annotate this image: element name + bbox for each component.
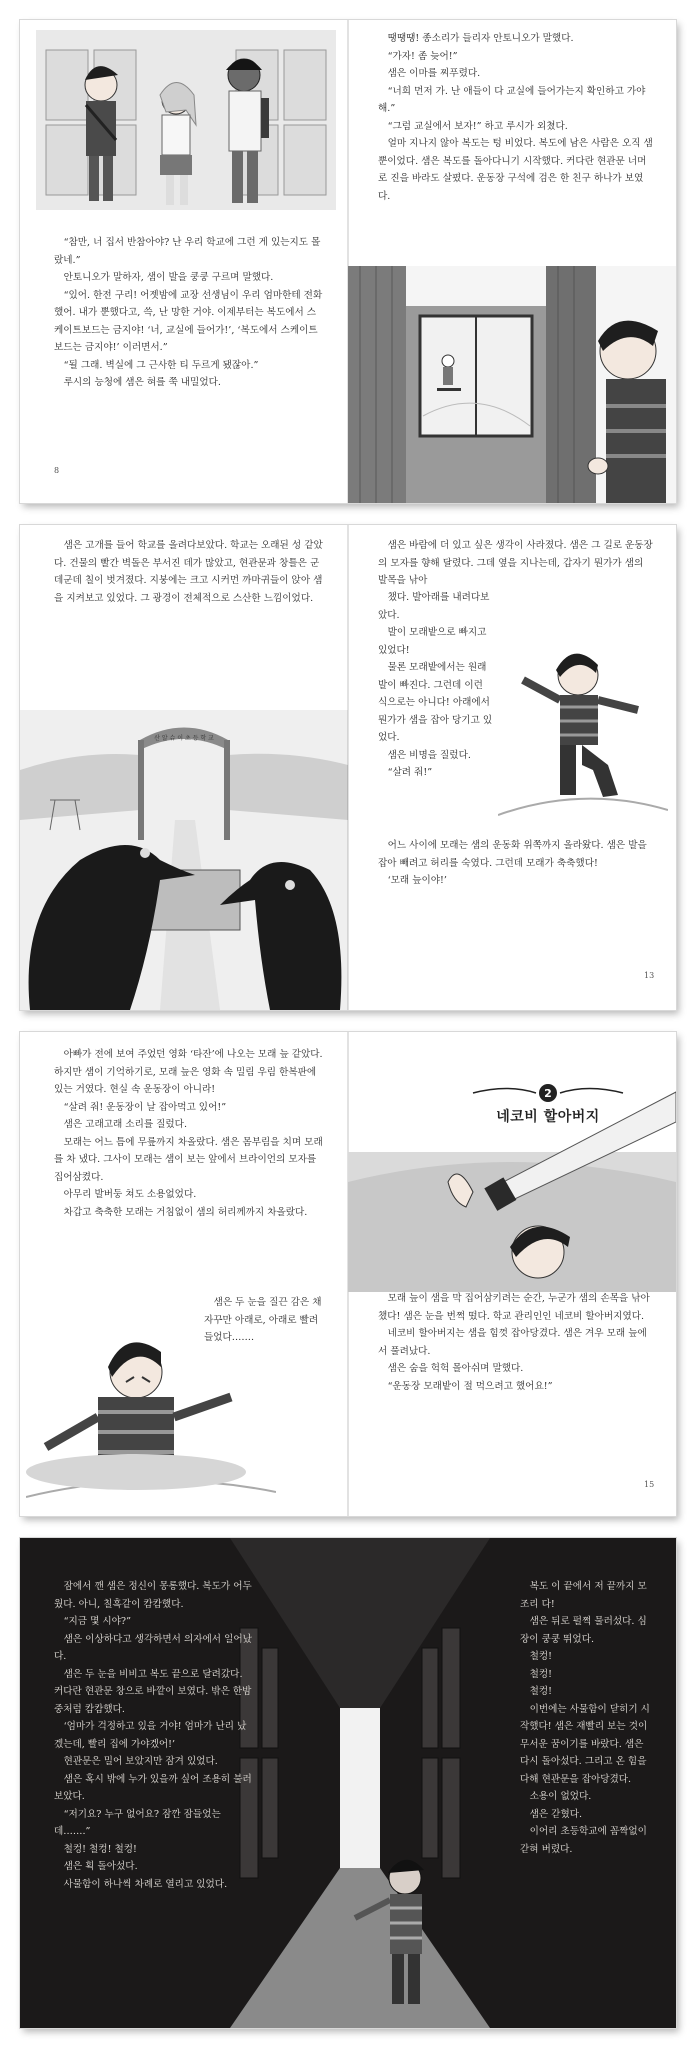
illustration-sam-sinking	[498, 625, 668, 825]
paragraph: 아무리 발버둥 쳐도 소용없었다.	[63, 1189, 197, 1200]
page-16-text	[54, 1578, 254, 1893]
paragraph: 어느 사이에 모래는 샘의 운동화 위쪽까지 올라왔다. 샘은 발을 잡아 빼려고 허리를 숙였다. 그런데 모래가 축축했다!	[378, 840, 647, 869]
page-13-text-bottom	[378, 837, 654, 890]
paragraph: 네코비 할아버지는 샘을 힘껏 잡아당겼다. 샘은 겨우 모래 늪에서 풀려났다.	[378, 1328, 647, 1357]
paragraph: “살려 줘!”	[387, 767, 433, 778]
paragraph: ‘엄마가 걱정하고 있을 거야! 엄마가 난리 났겠는데, 빨리 집에 가야겠어!’	[54, 1721, 247, 1750]
paragraph: 철컹!	[529, 1651, 552, 1662]
page-number: 15	[644, 1480, 655, 1489]
paragraph: 철컹!	[529, 1686, 552, 1697]
illustration-grandpa-rescue	[348, 1032, 676, 1292]
paragraph: “운동장 모래밭이 절 먹으려고 했어요!”	[387, 1380, 553, 1392]
paragraph: 철컹! 철컹! 철컹!	[63, 1843, 137, 1855]
paragraph: 모래는 어느 틈에 무릎까지 차올랐다. 샘은 몸부림을 치며 모래를 차 냈다. 그사이 모래는 샘이 보는 앞에서 브라이언의 모자를 집어삼켰다.	[54, 1136, 323, 1183]
paragraph: 챘다. 발아래를 내려다보았다.	[378, 592, 490, 621]
paragraph: “너희 먼저 가. 난 애들이 다 교실에 들어가는지 확인하고 가야 해.”	[378, 85, 646, 114]
book-spread-1	[20, 20, 676, 503]
paragraph: “있어. 한전 구리! 어젯밤에 교장 선생님이 우리 엄마한테 전화했어. 내가 뿐했다고, 쓱, 난 망한 거야. 이제부터는 복도에서 스케이트보드는 금지야! ‘너, 교실에 들어가!’, ‘복도에서 스케이트보드는 금지야!’ 이러면서.”	[54, 289, 323, 353]
illustration-sam-at-door	[348, 266, 676, 503]
page-13	[348, 525, 676, 1010]
book-spread-3	[20, 1032, 676, 1516]
page-9	[348, 20, 676, 503]
paragraph: “살려 줘! 운동장이 날 잡아먹고 있어!”	[63, 1101, 227, 1113]
paragraph: 현관문은 밀어 보았지만 잠겨 있었다.	[63, 1756, 218, 1767]
paragraph: 물론 모래밭에서는 원래 발이 빠진다. 그런데 이런 식으로는 아니다! 아래에서 뭔가가 샘을 잡아 당기고 있었다.	[378, 662, 493, 743]
paragraph: 땡땡땡! 종소리가 들리자 안토니오가 말했다.	[387, 33, 574, 44]
paragraph: “가자! 좀 늦어!”	[387, 50, 458, 62]
page-13-text-top	[378, 537, 654, 590]
chapter-number: 2	[544, 1087, 552, 1100]
illustration-kids-at-lockers	[36, 30, 336, 210]
paragraph: 샘은 고래고래 소리를 질렀다.	[63, 1119, 188, 1130]
page-14	[20, 1032, 348, 1516]
paragraph: ‘모래 늪이야!’	[387, 875, 447, 886]
paragraph: 샘은 획 돌아섰다.	[63, 1861, 138, 1872]
paragraph: 차갑고 축축한 모래는 거침없이 샘의 허리께까지 차올랐다.	[63, 1206, 308, 1218]
paragraph: 소용이 없었다.	[529, 1791, 592, 1802]
page-17-text	[520, 1578, 650, 1858]
page-8	[20, 20, 348, 503]
paragraph: 루시의 능청에 샘은 혀를 쭉 내밀었다.	[63, 377, 221, 388]
page-15	[348, 1032, 676, 1516]
paragraph: 샘은 숨을 헉헉 몰아쉬며 말했다.	[387, 1363, 524, 1374]
paragraph: 이어리 초등학교에 꼼짝없이 갇혀 버렸다.	[520, 1826, 647, 1855]
paragraph: “될 그래. 벽실에 그 근사한 티 두르게 됐잖아.”	[63, 359, 259, 371]
school-sign: 산 알 슈 이 초 등 학 교	[154, 735, 214, 742]
paragraph: 샘은 이상하다고 생각하면서 의자에서 일어났다.	[54, 1633, 252, 1662]
paragraph: 안토니오가 말하자, 샘이 발을 쿵쿵 구르며 말했다.	[63, 272, 274, 283]
paragraph: 샘은 혹시 밖에 누가 있을까 싶어 조용히 불러 보았다.	[54, 1773, 252, 1802]
illustration-dark-hallway	[210, 1538, 510, 2028]
book-spread-4	[20, 1538, 676, 2028]
chapter-title: 네코비 할아버지	[496, 1109, 600, 1125]
paragraph: “그럼 교실에서 보자!” 하고 루시가 외쳤다.	[387, 120, 568, 132]
page-12-text	[54, 537, 326, 607]
page-15-text	[378, 1290, 654, 1395]
paragraph: 샘은 뒤로 펄쩍 물러섰다. 심장이 쿵쿵 뛰었다.	[520, 1616, 647, 1645]
paragraph: 철컹!	[529, 1668, 552, 1680]
paragraph: 아빠가 전에 보여 주었던 영화 ‘타잔’에 나오는 모래 늪 같았다. 하지만 샘이 기억하기로, 모래 늪은 영화 속 밀림 우림 한복판에 있는 거였다. 현실 속 운동장이 아니라!	[54, 1049, 323, 1095]
page-9-text	[378, 30, 654, 205]
paragraph: “저기요? 누구 없어요? 잠깐 잠들었는데…….”	[54, 1808, 221, 1837]
page-14-text	[54, 1046, 326, 1221]
chapter-ornament	[468, 1082, 628, 1104]
paragraph: 모래 늪이 샘을 막 집어삼키려는 순간, 누군가 샘의 손목을 낚아챘다! 샘은 눈을 번쩍 떴다. 학교 관리인인 네코비 할아버지였다.	[378, 1293, 650, 1322]
illustration-crows-and-school	[20, 710, 348, 1010]
paragraph: 샘은 이마를 찌푸렸다.	[387, 68, 481, 79]
paragraph: 이번에는 사물함이 닫히기 시작했다! 샘은 재빨리 보는 것이 무서운 꿈이기를 바랐다. 샘은 다시 돌아섰다. 그리고 온 힘을 다해 현관문을 잡아당겼다.	[520, 1703, 650, 1785]
paragraph: 샘은 바람에 더 있고 싶은 생각이 사라졌다. 샘은 그 길로 운동장의 모자를 향해 달렸다. 그데 옆을 지나는데, 갑자기 뭔가가 샘의 발목을 낚아	[378, 540, 653, 586]
paragraph: “참만, 너 집서 반참아야? 난 우리 학교에 그런 게 있는지도 몰랐네.”	[54, 237, 321, 266]
paragraph: 샘은 두 눈을 질끈 감은 채 자꾸만 아래로, 아래로 빨려 들었다…….	[204, 1297, 322, 1343]
paragraph: 잠에서 깬 샘은 정신이 몽롱했다. 복도가 어두웠다. 아니, 칠흑같이 캄캄했다.	[54, 1581, 252, 1610]
page-8-text	[54, 234, 324, 392]
paragraph: 얼마 지나지 않아 복도는 텅 비었다. 복도에 남은 사람은 오직 샘뿐이었다. 샘은 복도를 돌아다니기 시작했다. 커다란 현관문 너머로 진을 바라도 살폈다. 운동장 구석에 검은 한 친구 하나가 보였다.	[378, 138, 653, 202]
paragraph: 샘은 갇혔다.	[529, 1808, 583, 1820]
page-13-text-narrow	[378, 589, 494, 782]
paragraph: “지금 몇 시야?”	[63, 1616, 131, 1627]
paragraph: 샘은 고개를 들어 학교를 올려다보았다. 학교는 오래된 성 같았다. 건물의 빨간 벽돌은 부서진 데가 많았고, 현관문과 창틀은 군데군데 칠이 벗겨졌다. 지붕에는 크고 시커먼 까마귀들이 앉아 샘을 지켜보고 있었다. 그 광경이 전체적으로 스산한 느낌이었다.	[54, 540, 323, 604]
paragraph: 발이 모래밭으로 빠지고 있었다!	[378, 627, 487, 656]
book-spread-2	[20, 525, 676, 1010]
page-number: 13	[644, 971, 655, 980]
paragraph: 복도 이 끝에서 저 끝까지 모조리 다!	[520, 1581, 647, 1610]
paragraph: 사물함이 하나씩 차례로 열리고 있었다.	[63, 1878, 228, 1890]
page-12	[20, 525, 348, 1010]
chapter-heading	[468, 1082, 628, 1126]
illustration-sam-in-sand	[26, 1297, 276, 1507]
page-number: 8	[54, 466, 60, 475]
paragraph: 샘은 비명을 질렀다.	[387, 749, 471, 761]
paragraph: 샘은 두 눈을 비비고 복도 끝으로 달려갔다. 커다란 현관문 창으로 바깥이 보였다. 밖은 한밤중처럼 캄캄했다.	[54, 1668, 252, 1715]
